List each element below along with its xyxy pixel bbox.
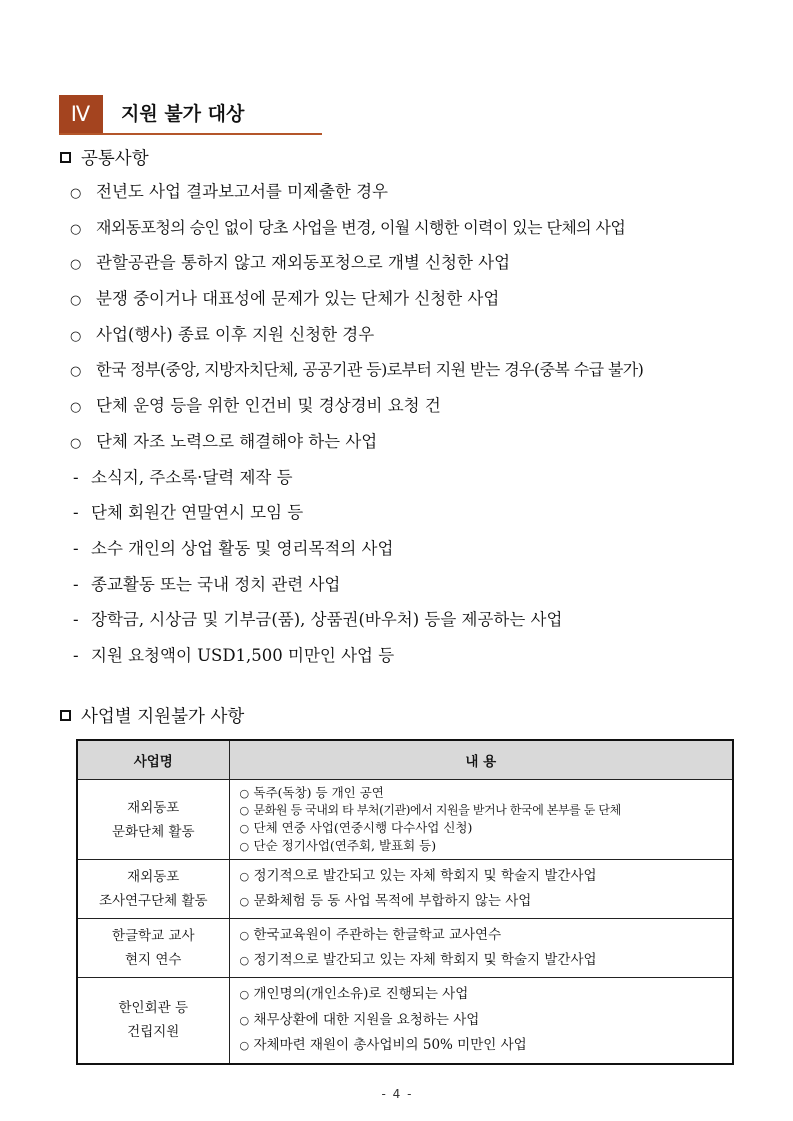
content-cell	[229, 860, 733, 919]
project-name-cell: 한글학교 교사 현지 연수	[77, 919, 229, 978]
sub-list-item: - 지원 요청액이 USD1,500 미만인 사업 등	[73, 638, 643, 674]
circle-bullet-icon: ○	[239, 1013, 250, 1027]
circle-bullet-icon: ○	[70, 400, 82, 416]
circle-bullet-icon: ○	[70, 435, 82, 451]
dash-bullet-icon: -	[73, 645, 79, 665]
content-item: ○ 단체 연중 사업(연중시행 다수사업 신청)	[239, 820, 473, 835]
content-item: ○ 단순 정기사업(연주회, 발표회 등)	[239, 838, 437, 853]
content-item: ○ 자체마련 재원이 총사업비의 50% 미만인 사업	[240, 1033, 733, 1059]
header-content: 내 용	[229, 740, 733, 780]
table-row	[77, 919, 733, 978]
sub-list-item: - 소식지, 주소록·달력 제작 등	[73, 460, 643, 496]
list-item: ○ 전년도 사업 결과보고서를 미제출한 경우	[70, 174, 643, 210]
dash-bullet-icon: -	[73, 610, 79, 630]
project-name-cell: 재외동포 문화단체 활동	[77, 780, 229, 860]
project-name-cell: 재외동포 조사연구단체 활동	[77, 860, 229, 919]
list-item: ○ 사업(행사) 종료 이후 지원 신청한 경우	[70, 317, 643, 353]
circle-bullet-icon: ○	[239, 804, 249, 817]
content-item: ○ 문화원 등 국내외 타 부처(기관)에서 지원을 받거나 한국에 본부를 둔 단체	[239, 803, 621, 817]
table-row	[77, 780, 733, 860]
sub-list-item: - 장학금, 시상금 및 기부금(품), 상품권(바우처) 등을 제공하는 사업	[73, 602, 643, 638]
content-item: ○ 정기적으로 발간되고 있는 자체 학회지 및 학술지 발간사업	[240, 948, 733, 973]
circle-bullet-icon: ○	[239, 870, 250, 883]
square-bullet-icon	[60, 710, 71, 721]
content-item: ○ 문화체험 등 동 사업 목적에 부합하지 않는 사업	[240, 889, 733, 914]
common-section-title: 공통사항	[60, 145, 149, 170]
section-title: 지원 불가 대상	[121, 103, 245, 125]
table-row	[77, 860, 733, 919]
circle-bullet-icon: ○	[70, 186, 82, 201]
page-number: - 4 -	[381, 1087, 412, 1101]
list-item: ○ 재외동포청의 승인 없이 당초 사업을 변경, 이월 시행한 이력이 있는 단체의 사업	[70, 210, 643, 246]
content-cell	[229, 780, 733, 860]
circle-bullet-icon: ○	[239, 988, 250, 1001]
dash-bullet-icon: -	[73, 538, 79, 558]
list-item: ○ 단체 운영 등을 위한 인건비 및 경상경비 요청 건	[70, 388, 643, 424]
circle-bullet-icon: ○	[70, 257, 82, 273]
dash-bullet-icon: -	[73, 503, 79, 523]
table-row	[77, 978, 733, 1064]
content-item: ○ 한국교육원이 주관하는 한글학교 교사연수	[240, 923, 733, 948]
square-bullet-icon	[60, 152, 71, 163]
header-project-name: 사업명	[77, 740, 229, 780]
circle-bullet-icon: ○	[239, 954, 250, 967]
sub-list-item: - 단체 회원간 연말연시 모임 등	[73, 495, 643, 531]
sub-list-item: - 소수 개인의 상업 활동 및 영리목적의 사업	[73, 531, 643, 567]
table-header-row	[77, 740, 733, 780]
dash-bullet-icon: -	[73, 574, 79, 594]
section-number: Ⅳ	[59, 95, 103, 133]
circle-bullet-icon: ○	[239, 840, 250, 853]
circle-bullet-icon: ○	[70, 328, 82, 344]
restriction-table	[76, 739, 734, 1065]
list-item: ○ 관할공관을 통하지 않고 재외동포청으로 개별 신청한 사업	[70, 245, 643, 281]
sub-list-item: - 종교활동 또는 국내 정치 관련 사업	[73, 567, 643, 603]
circle-bullet-icon: ○	[239, 787, 250, 800]
circle-bullet-icon: ○	[239, 929, 250, 942]
circle-bullet-icon: ○	[70, 293, 82, 309]
list-item: ○ 한국 정부(중앙, 지방자치단체, 공공기관 등)로부터 지원 받는 경우(중복 수급 불가)	[70, 352, 643, 388]
circle-bullet-icon: ○	[239, 822, 250, 835]
content-item: ○ 정기적으로 발간되고 있는 자체 학회지 및 학술지 발간사업	[240, 864, 733, 889]
content-cell	[229, 919, 733, 978]
dash-bullet-icon: -	[73, 467, 79, 487]
common-items-list	[70, 174, 643, 674]
section-heading	[59, 95, 322, 135]
circle-bullet-icon: ○	[239, 1039, 250, 1052]
circle-bullet-icon: ○	[70, 221, 81, 237]
circle-bullet-icon: ○	[239, 895, 250, 908]
content-item: ○ 채무상환에 대한 지원을 요청하는 사업	[240, 1008, 733, 1034]
content-item: ○ 개인명의(개인소유)로 진행되는 사업	[240, 982, 733, 1008]
content-cell	[229, 978, 733, 1064]
list-item: ○ 분쟁 중이거나 대표성에 문제가 있는 단체가 신청한 사업	[70, 281, 643, 317]
list-item: ○ 단체 자조 노력으로 해결해야 하는 사업	[70, 424, 643, 460]
content-item: ○ 독주(독창) 등 개인 공연	[239, 785, 384, 800]
project-name-cell: 한인회관 등 건립지원	[77, 978, 229, 1064]
by-project-section-title: 사업별 지원불가 사항	[60, 703, 244, 728]
circle-bullet-icon: ○	[70, 364, 81, 380]
